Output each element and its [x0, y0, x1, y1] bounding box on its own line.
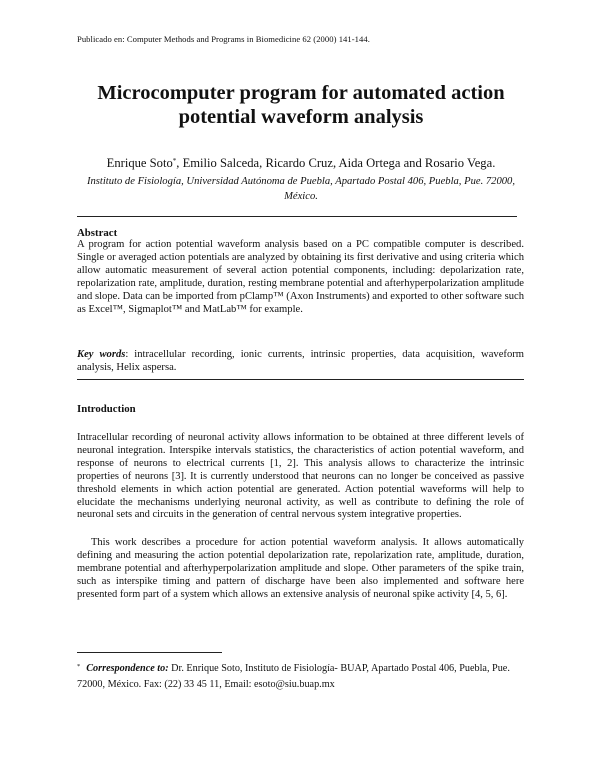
footnote-label: Correspondence to: [86, 663, 169, 674]
abstract-body: A program for action potential waveform analysis based on a PC compatible computer is described. Single or averaged action potentials are analyzed by obtaining its first derivative and using criteria which allow automatic measurement of several action potential components, including: depolarization rate, repolarization rate, amplitude, duration, resting membrane potential and afterhyperpolarization amplitude and slope. Data can be imported from pClamp™ (Axon Instruments) and exported to other software such as Excel™, Sigmaplot™ and MatLab™ for example. [77, 239, 524, 315]
title-line-2: potential waveform analysis [178, 106, 424, 128]
first-author: Enrique Soto [106, 156, 173, 170]
keywords-label: Key words [77, 349, 126, 360]
author-list [60, 156, 542, 171]
correspondence-mark: * [172, 157, 177, 165]
introduction-heading: Introduction [77, 403, 136, 415]
correspondence-footnote [77, 659, 532, 693]
footnote-mark: * [77, 663, 81, 670]
affiliation: Instituto de Fisiología, Universidad Autónoma de Puebla, Apartado Postal 406, Puebla, Pue. 72000, México. [86, 176, 516, 202]
divider-top [77, 216, 517, 217]
paper-title [60, 81, 542, 129]
footnote-text: Dr. Enrique Soto, Instituto de Fisiología- BUAP, Apartado Postal 406, Puebla, Pue. 72000, México. Fax: (22) 33 45 11, Email: esoto@siu.buap.mx [77, 663, 510, 690]
introduction-paragraph-2: This work describes a procedure for action potential waveform analysis. It allows automatically defining and measuring the action potential depolarization rate, repolarization rate, amplitude, duration, membrane potential and afterhyperpolarization amplitude and slope. Other parameters of the spike train, such as interspike timing and pattern of discharge have been also implemented and software here presented form part of a system which allows an extensive analysis of neuronal spike activity [4, 5, 6]. [77, 537, 524, 600]
title-line-1: Microcomputer program for automated action [97, 82, 505, 104]
keywords [77, 348, 524, 374]
abstract-heading: Abstract [77, 227, 118, 239]
divider-bottom [77, 379, 524, 380]
footnote-rule [77, 652, 222, 653]
other-authors: , Emilio Salceda, Ricardo Cruz, Aida Ortega and Rosario Vega. [176, 156, 496, 170]
journal-header: Publicado en: Computer Methods and Programs in Biomedicine 62 (2000) 141-144. [77, 34, 370, 44]
introduction-paragraph-1: Intracellular recording of neuronal activity allows information to be obtained at three different levels of neuronal integration. Interspike intervals statistics, the characteristics of action potential waveform, and response of neurons to electrical currents [1, 2]. This analysis allows to characterize the intrinsic properties of neurons [3]. It is currently understood that neurons can no longer be conceived as passive threshold elements in which action potential are generated. Action potential waveforms will help to elucidate the mechanisms underlying neuronal activity, as well as contribute to defining the role of neuronal sets and circuits in the generation of central nervous system integrative properties. [77, 432, 524, 521]
keywords-text: : intracellular recording, ionic currents, intrinsic properties, data acquisition, waveform analysis, Helix aspersa. [77, 349, 525, 373]
